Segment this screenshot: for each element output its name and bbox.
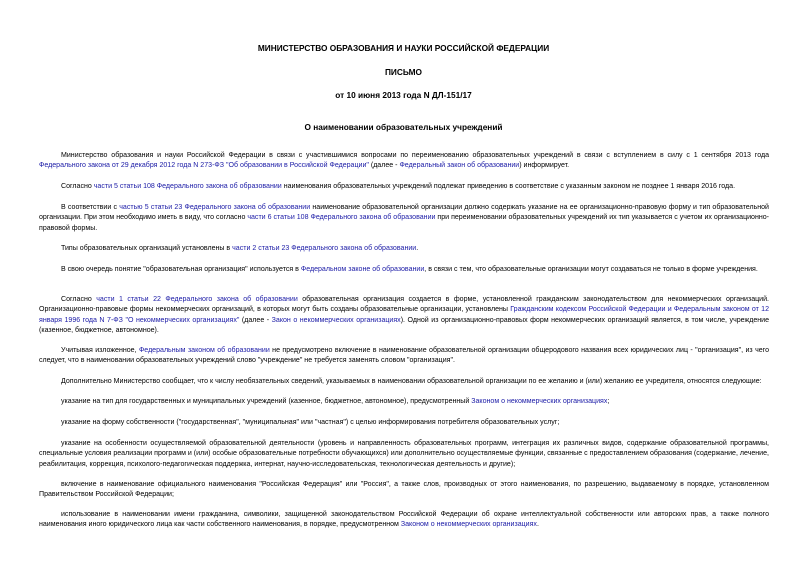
paragraph-text: Согласно [61,183,94,190]
paragraph-text: использование в наименовании имени гражданина, символики, защищенной законодательством Российской Федерации об охране интеллектуальной собственности или авторских прав, а также полного наименования иного юридического лица как части собственного наименования, в порядке, предусмотренном [39,511,769,529]
paragraph-text: Типы образовательных организаций установлены в [61,245,233,252]
paragraph-text: В соответствии с [61,204,120,211]
paragraph-12 [39,480,769,501]
paragraph-text: указание на форму собственности ("государственная", "муниципальная" или "частная") с целью информирования потребителя образовательных услуг; [61,419,560,426]
law-reference-link[interactable]: Федеральным законом об образовании [138,347,270,354]
paragraph-4 [39,244,769,254]
paragraph-text: Учитывая изложенное, [61,347,139,354]
law-reference-link[interactable]: Законом о некоммерческих организациях [400,521,537,529]
law-reference-link[interactable]: Закон о некоммерческих организациях [271,316,401,324]
document-subject: О наименовании образовательных учреждений [304,122,503,132]
paragraph-text: включение в наименование официального наименования "Российская Федерация" или "Россия", а также слов, производных от этого наименования, по разрешению, выдаваемому в порядке, установленном Правительством Российской Федерации; [39,481,769,499]
paragraph-2 [39,182,769,192]
paragraph-3 [39,203,769,234]
document-date-number: от 10 июня 2013 года N ДЛ-151/17 [335,90,472,100]
paragraph-13 [39,510,769,531]
document-type: ПИСЬМО [384,67,423,77]
law-reference-link[interactable]: Законом о некоммерческих организациях [471,398,608,405]
paragraph-text: Согласно [61,296,97,303]
law-reference-link[interactable]: части 1 статьи 22 Федерального закона об образовании [96,296,298,303]
paragraph-6 [39,295,769,336]
paragraph-text: ) информирует. [519,162,570,170]
paragraph-text: при переименовании образовательных учреждений их тип указывается с учетом их организационно-правовой формы. [39,214,770,232]
paragraph-text: (далее - [239,316,272,324]
paragraph-text: . [536,521,539,529]
law-reference-link[interactable]: части 2 статьи 23 Федерального закона об образовании [232,245,417,252]
law-reference-link[interactable]: части 5 статьи 108 Федерального закона об образовании [93,183,282,190]
paragraph-text: Дополнительно Министерство сообщает, что к числу необязательных сведений, указываемых в наименовании образовательной организации по ее желанию и (или) желанию ее учредителя, относятся следующие: [61,378,762,385]
law-reference-link[interactable]: части 6 статьи 108 Федерального закона об образовании [247,214,436,222]
law-reference-link[interactable]: Федеральном законе об образовании [300,266,425,273]
paragraph-text: (далее - [368,162,400,170]
paragraph-text: образовательная организация создается в форме, установленной гражданским законодательством для некоммерческих организаций. Организационно-правовые формы некоммерческих организаций, в которых могут быть созданы образовательные организации, установлены [39,296,770,314]
paragraph-9 [39,397,769,407]
paragraph-10 [39,418,769,428]
law-reference-link[interactable]: Федеральный закон об образовании [399,162,520,170]
paragraph-text: наименования образовательных учреждений подлежат приведению в соответствие с указанным законом не позднее 1 января 2016 года. [281,183,736,190]
paragraph-7 [39,346,769,367]
law-reference-link[interactable]: частью 5 статьи 23 Федерального закона об образовании [119,204,311,211]
law-reference-link[interactable]: Федерального закона от 29 декабря 2012 года N 273-ФЗ "Об образовании в Российской Федерации" [39,162,369,170]
paragraph-text: указание на тип для государственных и муниципальных учреждений (казенное, бюджетное, автономное), предусмотренный [61,398,472,405]
paragraph-text: В свою очередь понятие "образовательная организация" используется в [61,266,301,273]
paragraph-5 [39,265,769,275]
paragraph-text: наименование образовательной организации должно содержать указание на ее организационно-правовую форму и тип образовательной организации. При этом необходимо иметь в виду, что согласно [39,204,769,222]
paragraph-text: не предусмотрено включение в наименование образовательной организации общеродового названия всех юридических лиц - "организация", из чего следует, что в наименовании образовательных учреждений слово "учреждение" не требуется заменять словом "организация". [39,347,769,365]
paragraph-text: указание на особенности осуществляемой образовательной деятельности (уровень и направленность образовательных программ, интеграция их различных видов, содержание образовательной программы, специальные условия реализации программ и (или) особые образовательные потребности обучающихся) или дополнительно осуществляемые функции, связанные с предоставлением образования (содержание, лечение, реабилитация, коррекция, психолого-педагогическая поддержка, интернат, научно-исследовательская, технологическая деятельность и другие); [39,440,769,468]
paragraph-text: . [416,245,419,252]
paragraph-8 [39,377,769,387]
paragraph-11 [39,439,769,470]
paragraph-text: Министерство образования и науки Российской Федерации в связи с участившимися вопросами по переименованию образовательных учреждений в связи с вступлением в силу с 1 сентября 2013 года [61,152,769,159]
paragraph-text: , в связи с тем, что образовательные организации могут создаваться не только в форме учреждения. [424,266,758,273]
law-reference-link[interactable]: Гражданским кодексом Российской Федерации и Федеральным законом от 12 января 1996 года N 7-ФЗ "О некоммерческих организациях" [39,306,769,324]
paragraph-text: ; [607,398,610,405]
paragraph-text: ). Одной из организационно-правовых форм некоммерческих организаций является, в том числе, учреждение (казенное, бюджетное, автономное). [39,316,769,334]
ministry-heading: МИНИСТЕРСТВО ОБРАЗОВАНИЯ И НАУКИ РОССИЙСКОЙ ФЕДЕРАЦИИ [257,43,550,53]
paragraph-1 [39,151,769,172]
